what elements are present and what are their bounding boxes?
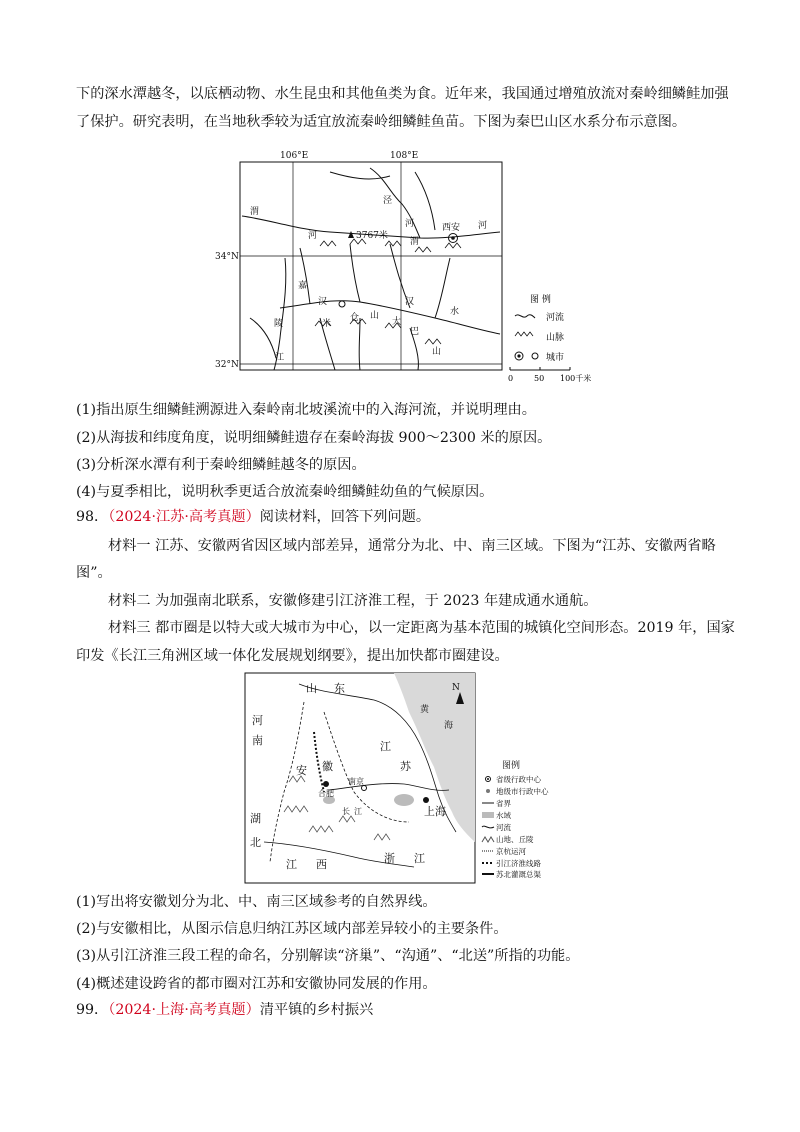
q97-sub-1: (1)指出原生细鳞鲑溯源进入秦岭南北坡溪流中的入海河流，并说明理由。	[76, 402, 536, 418]
svg-text:地级市行政中心: 地级市行政中心	[496, 787, 549, 796]
svg-text:长: 长	[342, 807, 350, 816]
svg-text:0: 0	[508, 374, 514, 383]
svg-text:徽: 徽	[322, 760, 333, 773]
svg-text:渭: 渭	[250, 207, 260, 217]
svg-text:河: 河	[478, 221, 488, 231]
svg-text:渭: 渭	[410, 237, 420, 247]
taihu-lake	[394, 794, 414, 806]
q98-material-1-line-2: 图”。	[76, 565, 112, 581]
svg-text:北: 北	[250, 836, 261, 849]
svg-text:西: 西	[316, 858, 327, 871]
svg-text:京杭运河: 京杭运河	[496, 847, 526, 856]
svg-text:汉: 汉	[318, 297, 328, 307]
svg-text:城市: 城市	[546, 353, 565, 363]
qinba-water-system-map	[210, 148, 610, 394]
svg-text:江: 江	[286, 858, 297, 871]
q99-header	[76, 1000, 373, 1020]
svg-text:引江济淮线路: 引江济淮线路	[496, 859, 541, 868]
svg-text:西安: 西安	[442, 223, 461, 233]
svg-text:汉: 汉	[405, 297, 415, 307]
svg-text:水: 水	[450, 307, 460, 317]
map-frame	[240, 162, 502, 370]
q98-sub-3: (3)从引江济淮三段工程的命名，分别解读“济巢”、“沟通”、“北送”所指的功能。	[76, 948, 580, 964]
q97-sub-4: (4)与夏季相比，说明秋季更适合放流秦岭细鳞鲑幼鱼的气候原因。	[76, 484, 494, 500]
svg-text:山脉: 山脉	[546, 333, 565, 343]
svg-text:泾: 泾	[383, 196, 393, 206]
q98-source: （2024·江苏·高考真题）	[108, 509, 260, 525]
q98-sub-1: (1)写出将安徽划分为北、中、南三区域参考的自然界线。	[76, 894, 437, 910]
q99-source: （2024·上海·高考真题）	[108, 1002, 260, 1018]
lon-label-106: 106°E	[280, 151, 309, 161]
hefei-marker	[323, 781, 329, 787]
svg-text:山: 山	[370, 311, 380, 321]
han-river	[280, 301, 500, 334]
svg-text:米: 米	[322, 319, 332, 329]
north-arrow-label: N	[452, 683, 460, 693]
svg-text:嘉: 嘉	[298, 281, 308, 291]
svg-text:100千米: 100千米	[560, 374, 592, 383]
map1-legend	[508, 293, 591, 383]
intro-line-1: 下的深水潭越冬，以底栖动物、水生昆虫和其他鱼类为食。近年来，我国通过增殖放流对秦岭细鳞鲑加强	[76, 86, 729, 102]
svg-text:苏北灌溉总渠: 苏北灌溉总渠	[496, 870, 541, 879]
q97-sub-3: (3)分析深水潭有利于秦岭细鳞鲑越冬的原因。	[76, 457, 366, 473]
q98-material-3-line-2: 印发《长江三角洲区域一体化发展规划纲要》，提出加快都市圈建设。	[76, 648, 509, 664]
svg-text:南京: 南京	[348, 777, 364, 786]
q98-material-1-line-1: 材料一 江苏、安徽两省因区域内部差异，通常分为北、中、南三区域。下图为“江苏、安徽两省略	[108, 538, 716, 554]
svg-text:水域: 水域	[496, 811, 511, 820]
svg-text:黄: 黄	[420, 705, 430, 715]
q98-header	[76, 507, 430, 527]
lat-label-34: 34°N	[215, 252, 239, 262]
svg-text:江: 江	[275, 353, 285, 363]
svg-text:河: 河	[405, 219, 415, 229]
q98-stem: 阅读材料，回答下列问题。	[259, 509, 431, 525]
lat-label-32: 32°N	[215, 360, 239, 370]
svg-text:50: 50	[534, 374, 545, 383]
intro-line-2: 了保护。研究表明，在当地秋季较为适宜放流秦岭细鳞鲑鱼苗。下图为秦巴山区水系分布示意图。	[76, 114, 687, 130]
svg-text:河: 河	[252, 714, 263, 727]
svg-text:江: 江	[354, 807, 362, 816]
svg-text:海: 海	[444, 721, 454, 731]
svg-text:安: 安	[296, 764, 307, 777]
svg-text:图例: 图例	[502, 761, 521, 771]
lon-label-108: 108°E	[390, 151, 419, 161]
svg-text:陵: 陵	[274, 319, 284, 329]
shanghai-marker	[423, 797, 429, 803]
svg-text:河流: 河流	[496, 823, 511, 832]
svg-text:省级行政中心: 省级行政中心	[496, 775, 541, 784]
q97-sub-2: (2)从海拔和纬度角度，说明细鳞鲑遗存在秦岭海拔 900～2300 米的原因。	[76, 430, 552, 446]
svg-text:上海: 上海	[424, 805, 446, 818]
q99-stem: 清平镇的乡村振兴	[259, 1002, 374, 1018]
q98-material-2: 材料二 为加强南北联系，安徽修建引江济淮工程，于 2023 年建成通水通航。	[108, 593, 598, 609]
svg-text:山地、丘陵: 山地、丘陵	[496, 835, 534, 844]
svg-text:合肥: 合肥	[318, 789, 334, 798]
svg-text:江: 江	[380, 740, 391, 753]
svg-text:江: 江	[414, 852, 425, 865]
peak-marker	[348, 231, 354, 238]
q98-material-3-line-1: 材料三 都市圈是以特大或大城市为中心，以一定距离为基本范围的城镇化空间形态。2019 年，国家	[108, 620, 735, 636]
q98-number: 98．	[76, 509, 109, 525]
q98-sub-4: (4)概述建设跨省的都市圈对江苏和安徽协同发展的作用。	[76, 976, 437, 992]
svg-text:湖: 湖	[250, 812, 261, 825]
svg-text:巴: 巴	[410, 327, 420, 337]
svg-text:大: 大	[392, 317, 402, 327]
q98-sub-2: (2)与安徽相比，从图示信息归纳江苏区域内部差异较小的主要条件。	[76, 921, 508, 937]
svg-text:河: 河	[308, 231, 318, 241]
svg-text:南: 南	[252, 734, 263, 747]
svg-text:河流: 河流	[546, 313, 565, 323]
svg-text:浙: 浙	[384, 852, 395, 865]
q99-number: 99．	[76, 1002, 109, 1018]
jiangsu-anhui-map	[244, 672, 574, 888]
svg-text:苏: 苏	[400, 760, 411, 773]
svg-text:图 例: 图 例	[530, 295, 551, 305]
svg-text:3767米: 3767米	[356, 231, 388, 241]
svg-text:仓: 仓	[350, 313, 360, 323]
svg-text:东: 东	[334, 682, 345, 695]
svg-text:省界: 省界	[496, 799, 511, 808]
map2-legend	[482, 759, 549, 879]
svg-text:山: 山	[306, 682, 317, 695]
svg-text:山: 山	[432, 347, 442, 357]
